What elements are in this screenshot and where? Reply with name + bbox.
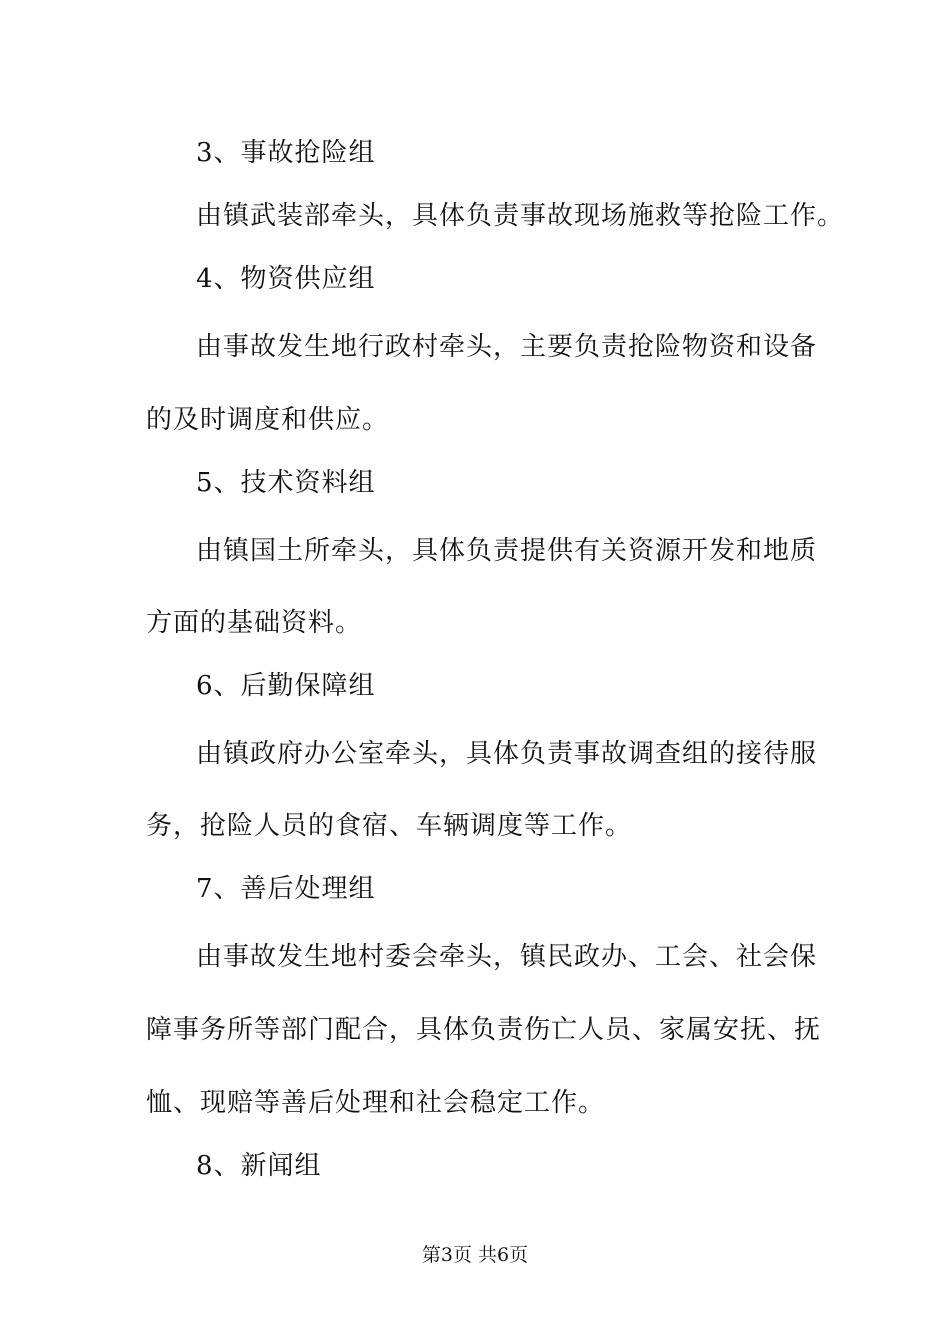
paragraph-line: 由事故发生地行政村牵头，主要负责抢险物资和设备 — [196, 332, 818, 362]
paragraph-line: 方面的基础资料。 — [146, 608, 363, 638]
page-number-footer: 第3页 共6页 — [421, 1244, 529, 1266]
section-heading-6: 6、后勤保障组 — [196, 671, 376, 701]
section-heading-3: 3、事故抢险组 — [196, 138, 376, 168]
section-heading-8: 8、新闻组 — [196, 1151, 322, 1181]
section-heading-4: 4、物资供应组 — [196, 264, 376, 294]
section-heading-7: 7、善后处理组 — [196, 874, 376, 904]
paragraph-line: 由镇武装部牵头，具体负责事故现场施救等抢险工作。 — [196, 201, 845, 231]
paragraph-line: 由镇国土所牵头，具体负责提供有关资源开发和地质 — [196, 536, 818, 566]
paragraph-line: 的及时调度和供应。 — [146, 405, 390, 435]
paragraph-line: 障事务所等部门配合，具体负责伤亡人员、家属安抚、抚 — [146, 1015, 822, 1045]
section-heading-5: 5、技术资料组 — [196, 468, 376, 498]
paragraph-line: 恤、现赔等善后处理和社会稳定工作。 — [146, 1088, 606, 1118]
paragraph-line: 务，抢险人员的食宿、车辆调度等工作。 — [146, 811, 633, 841]
paragraph-line: 由镇政府办公室牵头，具体负责事故调查组的接待服 — [196, 739, 818, 769]
paragraph-line: 由事故发生地村委会牵头，镇民政办、工会、社会保 — [196, 942, 818, 972]
